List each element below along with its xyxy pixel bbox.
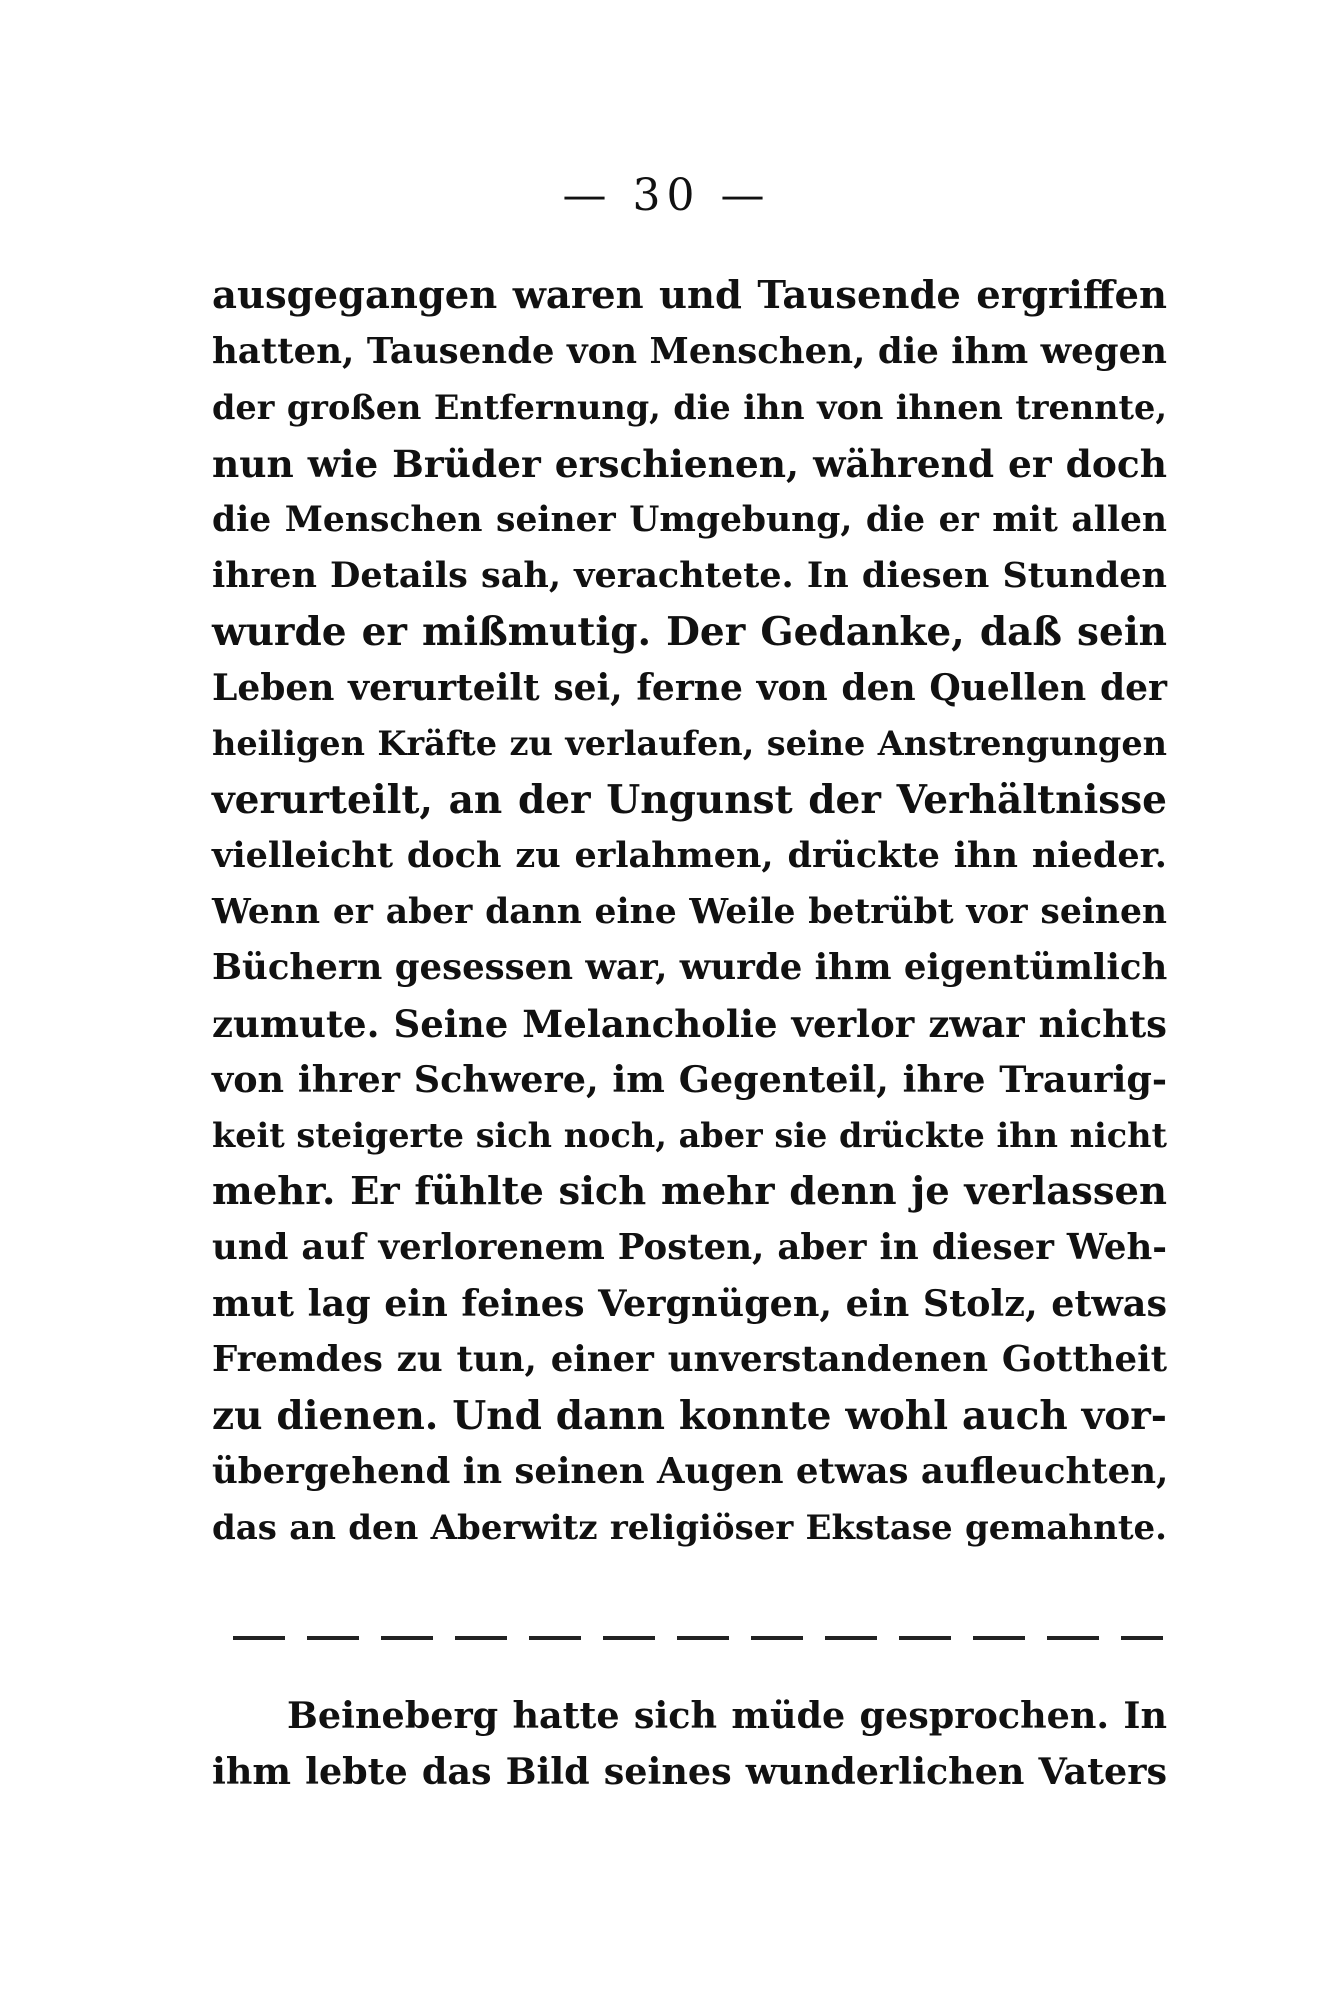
text-line: Fremdes zu tun, einer unverstandenen Gottheit: [212, 1339, 1167, 1380]
text-line: verurteilt, an der Ungunst der Verhältnisse: [212, 777, 1167, 823]
text-line: ausgegangen waren und Tausende ergriffen: [212, 273, 1167, 318]
text-line: die Menschen seiner Umgebung, die er mit allen: [212, 500, 1167, 540]
text-line: Wenn er aber dann eine Weile betrübt vor seinen: [212, 892, 1167, 932]
paragraph-2: [212, 1688, 1167, 1800]
text-line: Beineberg hatte sich müde gesprochen. In: [287, 1694, 1167, 1737]
page-number: — 30 —: [562, 170, 771, 221]
text-line: wurde er mißmutig. Der Gedanke, daß sein: [212, 609, 1167, 655]
text-line: mehr. Er fühlte sich mehr denn je verlassen: [212, 1169, 1167, 1214]
text-line: nun wie Brüder erschienen, während er doch: [212, 442, 1167, 486]
text-line: Leben verurteilt sei, ferne von den Quellen der: [212, 667, 1167, 709]
text-line: von ihrer Schwere, im Gegenteil, ihre Traurig-: [212, 1058, 1167, 1101]
text-line: der großen Entfernung, die ihn von ihnen trennte,: [212, 388, 1167, 427]
text-line: hatten, Tausende von Menschen, die ihm wegen: [212, 331, 1167, 372]
text-line: ihm lebte das Bild seines wunderlichen Vaters: [212, 1750, 1167, 1793]
text-line: und auf verlorenem Posten, aber in dieser Weh-: [212, 1227, 1167, 1268]
text-line: heiligen Kräfte zu verlaufen, seine Anstrengungen: [212, 724, 1167, 763]
text-line: zumute. Seine Melancholie verlor zwar nichts: [212, 1002, 1167, 1046]
text-line: das an den Aberwitz religiöser Ekstase gemahnte.: [212, 1508, 1167, 1548]
text-line: ihren Details sah, verachtete. In diesen Stunden: [212, 555, 1167, 596]
text-line: keit steigerte sich noch, aber sie drückte ihn nicht: [212, 1116, 1167, 1155]
text-line: mut lag ein feines Vergnügen, ein Stolz, etwas: [212, 1282, 1167, 1325]
paragraph-1: [212, 268, 1167, 1556]
section-separator: [233, 1636, 1163, 1640]
text-line: Büchern gesessen war, wurde ihm eigentümlich: [212, 947, 1168, 988]
text-line: übergehend in seinen Augen etwas aufleuchten,: [212, 1451, 1169, 1492]
text-line: vielleicht doch zu erlahmen, drückte ihn nieder.: [212, 835, 1167, 876]
text-line: zu dienen. Und dann konnte wohl auch vor-: [212, 1393, 1167, 1439]
